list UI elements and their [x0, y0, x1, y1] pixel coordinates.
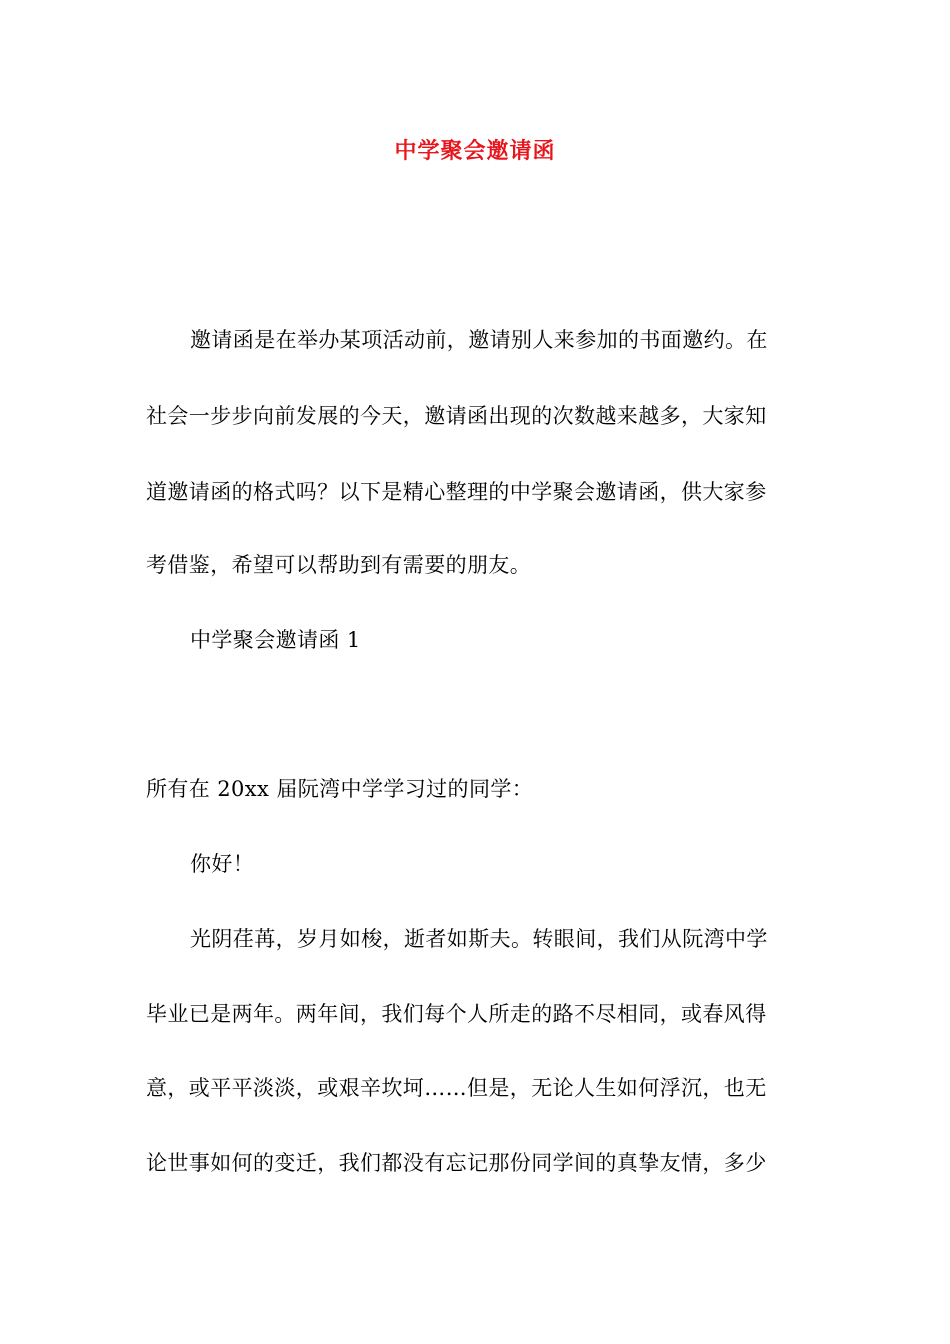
body-line: 意，或平平淡淡，或艰辛坎坷……但是，无论人生如何浮沉，也无 — [146, 1076, 767, 1100]
intro-line: 考借鉴，希望可以帮助到有需要的朋友。 — [146, 553, 532, 577]
intro-line: 道邀请函的格式吗？以下是精心整理的中学聚会邀请函，供大家参 — [146, 480, 767, 504]
body-line: 论世事如何的变迁，我们都没有忘记那份同学间的真挚友情，多少 — [146, 1151, 767, 1175]
section-heading: 中学聚会邀请函 1 — [190, 628, 361, 652]
intro-line: 邀请函是在举办某项活动前，邀请别人来参加的书面邀约。在 — [190, 328, 768, 352]
salutation: 所有在 20xx 届阮湾中学学习过的同学： — [146, 777, 534, 801]
intro-line: 社会一步步向前发展的今天，邀请函出现的次数越来越多，大家知 — [146, 404, 767, 428]
greeting: 你好！ — [190, 852, 255, 876]
document-title: 中学聚会邀请函 — [394, 138, 556, 164]
body-line: 光阴荏苒，岁月如梭，逝者如斯夫。转眼间，我们从阮湾中学 — [190, 927, 768, 951]
body-line: 毕业已是两年。两年间，我们每个人所走的路不尽相同，或春风得 — [146, 1002, 767, 1026]
